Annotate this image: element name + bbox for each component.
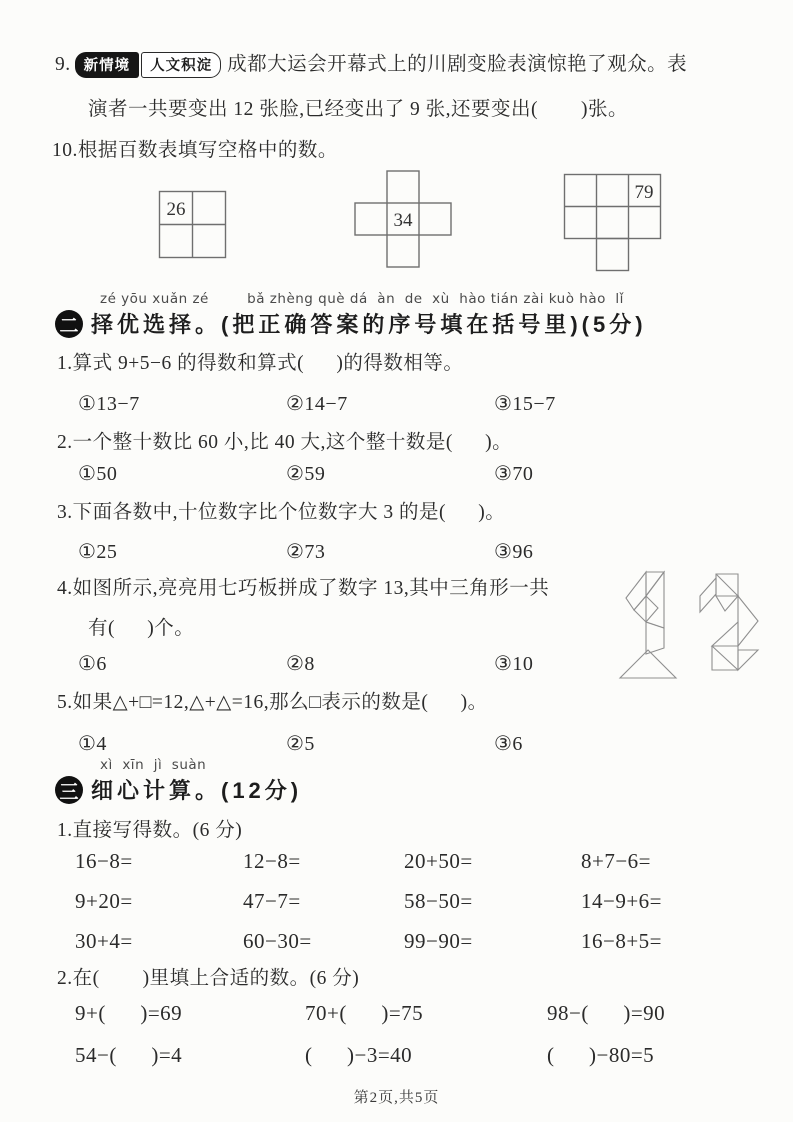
question-1-options bbox=[78, 391, 778, 416]
calc-1-label: 1.直接写得数。(6 分) bbox=[57, 820, 243, 841]
calc-2-label: 2.在( )里填上合适的数。(6 分) bbox=[57, 968, 360, 989]
option: ①13−7 bbox=[78, 393, 140, 415]
fill-expression: 54−( )=4 bbox=[75, 1043, 183, 1067]
question-4-text-line2: 有( )个。 bbox=[88, 618, 195, 639]
option: ①6 bbox=[78, 653, 107, 675]
expression: 60−30= bbox=[243, 929, 312, 953]
badge-new-scenario: 新情境 bbox=[75, 52, 140, 78]
expression: 99−90= bbox=[404, 929, 473, 953]
option: ③96 bbox=[494, 541, 534, 563]
fill-expression: 9+( )=69 bbox=[75, 1001, 183, 1025]
hundred-chart-figures bbox=[0, 165, 793, 292]
question-4-text-line1: 4.如图所示,亮亮用七巧板拼成了数字 13,其中三角形一共 bbox=[57, 578, 550, 599]
fill-expression: ( )−3=40 bbox=[305, 1043, 413, 1067]
option: ②8 bbox=[286, 653, 315, 675]
question-3-options bbox=[78, 539, 778, 564]
tangram-figure-13 bbox=[612, 566, 762, 686]
page-footer: 第2页,共5页 bbox=[353, 1090, 440, 1106]
expression: 14−9+6= bbox=[581, 889, 663, 913]
fill-expression: 70+( )=75 bbox=[305, 1001, 424, 1025]
question-2-text: 2.一个整十数比 60 小,比 40 大,这个整十数是( )。 bbox=[57, 432, 513, 453]
calc-1-grid bbox=[75, 849, 765, 969]
question-9-text-line2: 演者一共要变出 12 张脸,已经变出了 9 张,还要变出( )张。 bbox=[88, 99, 628, 120]
question-2-options bbox=[78, 461, 778, 486]
section-2-title: 择优选择。(把正确答案的序号填在括号里)(5分) bbox=[91, 312, 647, 337]
option: ②59 bbox=[286, 463, 326, 485]
section-3-icon: 三 bbox=[55, 776, 83, 804]
question-1-text: 1.算式 9+5−6 的得数和算式( )的得数相等。 bbox=[57, 353, 464, 374]
expression: 16−8+5= bbox=[581, 929, 663, 953]
grid-figure-2 bbox=[353, 169, 453, 269]
question-5-options bbox=[78, 731, 778, 756]
question-3-text: 3.下面各数中,十位数字比个位数字大 3 的是( )。 bbox=[57, 502, 506, 523]
expression: 12−8= bbox=[243, 849, 301, 873]
expression: 20+50= bbox=[404, 849, 473, 873]
option: ③10 bbox=[494, 653, 534, 675]
option: ①4 bbox=[78, 733, 107, 755]
grid-2-value: 34 bbox=[393, 210, 413, 231]
question-10-label: 根据百数表填写空格中的数。 bbox=[77, 140, 338, 161]
question-10-number: 10. bbox=[52, 140, 78, 161]
expression: 58−50= bbox=[404, 889, 473, 913]
question-9-line1 bbox=[55, 52, 687, 78]
grid-figure-3 bbox=[563, 173, 663, 273]
expression: 16−8= bbox=[75, 849, 133, 873]
option: ②14−7 bbox=[286, 393, 348, 415]
option: ①25 bbox=[78, 541, 118, 563]
option: ①50 bbox=[78, 463, 118, 485]
section-3-pinyin: xì xīn jì suàn bbox=[100, 757, 207, 773]
badge-humanities: 人文积淀 bbox=[141, 52, 221, 78]
expression: 30+4= bbox=[75, 929, 133, 953]
grid-3-value: 79 bbox=[634, 182, 654, 203]
option: ②73 bbox=[286, 541, 326, 563]
fill-expression: ( )−80=5 bbox=[547, 1043, 655, 1067]
question-10-text bbox=[52, 139, 338, 163]
option: ③15−7 bbox=[494, 393, 556, 415]
question-4-options bbox=[78, 651, 638, 676]
expression: 47−7= bbox=[243, 889, 301, 913]
grid-1-value: 26 bbox=[166, 199, 186, 220]
section-2-icon: 二 bbox=[55, 310, 83, 338]
question-5-text: 5.如果△+□=12,△+△=16,那么□表示的数是( )。 bbox=[57, 692, 488, 713]
fill-expression: 98−( )=90 bbox=[547, 1001, 666, 1025]
question-9-text-line1: 成都大运会开幕式上的川剧变脸表演惊艳了观众。表 bbox=[227, 54, 688, 75]
question-9-number: 9. bbox=[55, 54, 71, 75]
grid-figure-1 bbox=[158, 190, 228, 260]
calc-2-grid bbox=[75, 1001, 775, 1085]
section-2-pinyin: zé yōu xuǎn zé bǎ zhèng què dá àn de xù hào tián zài kuò hào lǐ bbox=[100, 291, 624, 307]
option: ③70 bbox=[494, 463, 534, 485]
section-3-title: 细心计算。(12分) bbox=[91, 778, 303, 803]
expression: 9+20= bbox=[75, 889, 133, 913]
expression: 8+7−6= bbox=[581, 849, 652, 873]
option: ②5 bbox=[286, 733, 315, 755]
option: ③6 bbox=[494, 733, 523, 755]
